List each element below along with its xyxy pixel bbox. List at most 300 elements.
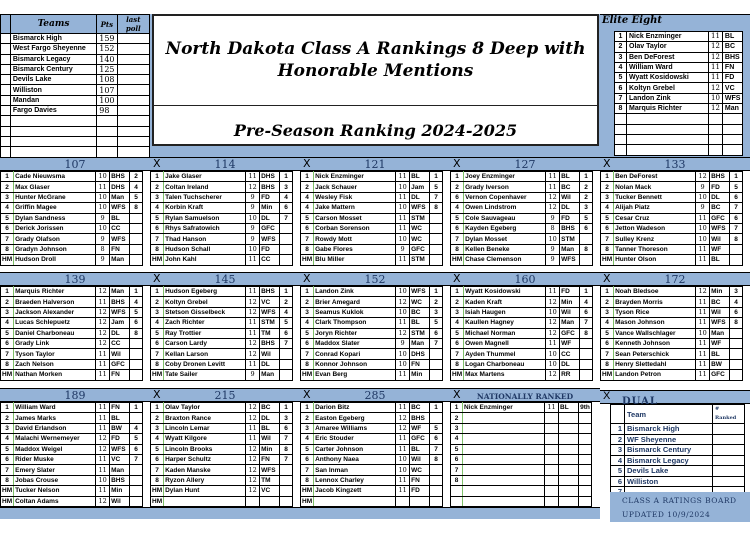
weight-label: 189 bbox=[64, 389, 86, 402]
wrestler-rank: 2 bbox=[451, 297, 464, 307]
wrestler-grade: 11 bbox=[396, 192, 410, 202]
rank-cell bbox=[1, 106, 11, 116]
wrestler-team: BHS bbox=[560, 223, 580, 233]
wrestler-team: Man bbox=[710, 328, 730, 338]
elite-grade: 12 bbox=[709, 42, 723, 52]
wrestler-team: DHS bbox=[410, 349, 430, 359]
previous-rank bbox=[280, 359, 293, 369]
dual-team: Bismarck Century bbox=[625, 445, 713, 456]
wrestler-team: DL bbox=[560, 359, 580, 369]
wrestler-rank: 3 bbox=[601, 307, 614, 317]
wrestler-name: Conrad Kopari bbox=[314, 349, 396, 359]
previous-rank: 2 bbox=[580, 192, 593, 202]
wrestler-team: FD bbox=[260, 192, 280, 202]
previous-rank bbox=[130, 244, 143, 254]
wrestler-grade: 10 bbox=[396, 454, 410, 464]
wrestler-name: Henry Slettedahl bbox=[614, 359, 696, 369]
wrestler-team: DL bbox=[710, 192, 730, 202]
wrestler-team: FD bbox=[560, 213, 580, 223]
wrestler-name: Marquis Richter bbox=[14, 287, 96, 297]
wrestler-grade: 12 bbox=[246, 182, 260, 192]
previous-rank: 6 bbox=[130, 318, 143, 328]
wrestler-team: BL bbox=[410, 172, 430, 182]
wrestler-row bbox=[301, 359, 443, 369]
wrestler-name: Thad Hanson bbox=[164, 234, 246, 244]
wrestler-team: Wil bbox=[410, 454, 430, 464]
wrestler-name: Ayden Thummel bbox=[464, 349, 546, 359]
wrestler-name: Dylan Sandness bbox=[14, 213, 96, 223]
wrestler-name: Seamus Kuklok bbox=[314, 307, 396, 317]
wrestler-team: GFC bbox=[560, 328, 580, 338]
wrestler-grade: 12 bbox=[546, 297, 560, 307]
wrestler-grade: 11 bbox=[696, 297, 710, 307]
wrestler-team bbox=[559, 475, 579, 485]
wrestler-row bbox=[1, 223, 143, 233]
wrestler-name: Jackson Alexander bbox=[14, 307, 96, 317]
wrestler-row bbox=[1, 234, 143, 244]
wrestler-name: Clark Thompson bbox=[314, 318, 396, 328]
wrestler-name: Joryn Richter bbox=[314, 328, 396, 338]
wrestler-grade: 12 bbox=[696, 287, 710, 297]
weight-header bbox=[0, 388, 150, 402]
wrestler-team: FN bbox=[110, 244, 130, 254]
wrestler-grade: 9 bbox=[396, 338, 410, 348]
wrestler-row bbox=[301, 223, 443, 233]
wrestler-row bbox=[151, 223, 293, 233]
wrestler-team: BW bbox=[110, 423, 130, 433]
wrestler-name bbox=[463, 444, 545, 454]
wrestler-row bbox=[151, 307, 293, 317]
wrestler-grade: 11 bbox=[96, 454, 110, 464]
wrestler-name: Rowdy Mott bbox=[314, 234, 396, 244]
previous-rank bbox=[130, 465, 143, 475]
wrestler-row bbox=[151, 444, 293, 454]
wrestler-rank: 2 bbox=[1, 413, 14, 423]
wrestler-rank: 7 bbox=[1, 349, 14, 359]
previous-rank: 8 bbox=[430, 203, 443, 213]
wrestler-row bbox=[451, 359, 593, 369]
wrestler-rank: 5 bbox=[301, 444, 314, 454]
dual-table bbox=[610, 404, 745, 498]
wrestler-team: FN bbox=[110, 370, 130, 380]
wrestler-rank: HM bbox=[302, 256, 313, 264]
wrestler-rank: 8 bbox=[1, 244, 14, 254]
previous-rank bbox=[280, 370, 293, 380]
wrestler-grade bbox=[545, 413, 559, 423]
weight-label: 215 bbox=[214, 389, 236, 402]
previous-rank: 6 bbox=[730, 192, 743, 202]
wrestler-rank: 7 bbox=[301, 465, 314, 475]
wrestler-name: Grady Olafson bbox=[14, 234, 96, 244]
wrestler-row bbox=[601, 172, 743, 182]
wrestler-row bbox=[151, 475, 293, 485]
previous-rank bbox=[579, 496, 592, 506]
wrestler-row bbox=[1, 434, 143, 444]
wrestler-row bbox=[301, 349, 443, 359]
wrestler-grade: 11 bbox=[696, 318, 710, 328]
wrestler-team: BHS bbox=[410, 413, 430, 423]
elite-rank: 2 bbox=[615, 42, 627, 52]
previous-rank: 6 bbox=[430, 434, 443, 444]
wrestler-row bbox=[301, 403, 443, 413]
previous-rank bbox=[580, 349, 593, 359]
wrestler-team bbox=[260, 496, 280, 506]
wrestler-team: BC bbox=[410, 307, 430, 317]
weight-label: 127 bbox=[514, 158, 536, 171]
wrestler-grade: 11 bbox=[96, 349, 110, 359]
weight-label: 133 bbox=[664, 158, 686, 171]
elite-row bbox=[615, 42, 743, 52]
section-footer bbox=[150, 507, 300, 519]
wrestler-row bbox=[301, 307, 443, 317]
x-marker-icon: X bbox=[453, 157, 461, 170]
previous-rank: 4 bbox=[580, 297, 593, 307]
previous-rank: 7 bbox=[280, 213, 293, 223]
previous-rank bbox=[430, 234, 443, 244]
wrestler-row bbox=[1, 172, 143, 182]
wrestler-grade: 10 bbox=[696, 192, 710, 202]
elite-rank: 4 bbox=[615, 62, 627, 72]
previous-rank: 1 bbox=[730, 172, 743, 182]
wrestler-name: Olav Taylor bbox=[164, 403, 246, 413]
wrestler-team: FN bbox=[110, 403, 130, 413]
wrestler-team: BHS bbox=[260, 182, 280, 192]
wrestler-name: Jetton Wadeson bbox=[614, 223, 696, 233]
wrestler-rank: HM bbox=[2, 256, 13, 264]
wrestler-name: Blu Miller bbox=[314, 255, 396, 265]
wrestler-row bbox=[1, 287, 143, 297]
wrestler-name: Max Martens bbox=[464, 370, 546, 380]
wrestler-rank: 5 bbox=[451, 444, 463, 454]
wrestler-rank: 1 bbox=[451, 403, 463, 413]
wrestler-team: GFC bbox=[260, 223, 280, 233]
weight-section-114 bbox=[150, 157, 300, 266]
previous-rank: 3 bbox=[430, 307, 443, 317]
wrestler-rank: 6 bbox=[451, 223, 464, 233]
previous-rank: 6 bbox=[430, 328, 443, 338]
wrestler-team bbox=[559, 434, 579, 444]
team-row bbox=[1, 64, 150, 74]
previous-rank: 6 bbox=[580, 223, 593, 233]
team-row bbox=[1, 34, 150, 44]
previous-rank bbox=[430, 486, 443, 496]
wrestler-name: Noah Bledsoe bbox=[614, 287, 696, 297]
wrestler-rank: HM bbox=[302, 497, 313, 505]
previous-rank bbox=[130, 338, 143, 348]
wrestler-team: WFS bbox=[110, 203, 130, 213]
wrestler-rank: 4 bbox=[301, 318, 314, 328]
wrestler-grade: 12 bbox=[246, 475, 260, 485]
weight-label: 160 bbox=[514, 273, 536, 286]
wrestler-row bbox=[301, 234, 443, 244]
wrestler-row bbox=[601, 223, 743, 233]
wrestler-rank: 2 bbox=[301, 413, 314, 423]
previous-rank: 7 bbox=[280, 434, 293, 444]
section-footer bbox=[300, 507, 450, 519]
team-points: 98 bbox=[97, 106, 117, 116]
wrestler-team: BL bbox=[410, 444, 430, 454]
weight-table bbox=[600, 171, 743, 266]
wrestler-name: Konnor Johnson bbox=[314, 359, 396, 369]
wrestler-row bbox=[451, 454, 592, 464]
previous-rank bbox=[730, 255, 743, 265]
previous-rank: 6 bbox=[580, 307, 593, 317]
dual-team: Devils Lake bbox=[625, 466, 713, 477]
previous-rank bbox=[579, 413, 592, 423]
elite-grade: 12 bbox=[709, 52, 723, 62]
rank-cell bbox=[1, 136, 11, 146]
wrestler-rank: 5 bbox=[151, 444, 164, 454]
rank-cell bbox=[1, 64, 11, 74]
wrestler-team: FD bbox=[560, 287, 580, 297]
wrestler-name: Daniel Charboneau bbox=[14, 328, 96, 338]
wrestler-team: BL bbox=[260, 423, 280, 433]
wrestler-rank: 1 bbox=[301, 403, 314, 413]
team-row bbox=[1, 75, 150, 85]
elite-row bbox=[615, 114, 743, 124]
wrestler-team: DL bbox=[410, 192, 430, 202]
previous-rank: 1 bbox=[580, 172, 593, 182]
wrestler-row bbox=[301, 255, 443, 265]
x-marker-icon: X bbox=[153, 272, 161, 285]
wrestler-row bbox=[451, 465, 592, 475]
elite-rank: 7 bbox=[615, 93, 627, 103]
wrestler-rank: 1 bbox=[1, 172, 14, 182]
wrestler-grade: 12 bbox=[396, 423, 410, 433]
wrestler-name: Hunter McGrane bbox=[14, 192, 96, 202]
wrestler-grade: 8 bbox=[96, 244, 110, 254]
wrestler-grade: 9 bbox=[96, 213, 110, 223]
wrestler-rank: 3 bbox=[451, 423, 463, 433]
wrestler-row bbox=[601, 359, 743, 369]
wrestler-grade: 11 bbox=[696, 370, 710, 380]
wrestler-name: Eric Stouder bbox=[314, 434, 396, 444]
wrestler-row bbox=[151, 297, 293, 307]
wrestler-team: Man bbox=[410, 338, 430, 348]
wrestler-name: Tate Sailer bbox=[164, 370, 246, 380]
wrestler-rank: HM bbox=[152, 497, 163, 505]
wrestler-rank: 1 bbox=[451, 287, 464, 297]
elite-eight-table bbox=[614, 31, 743, 156]
wrestler-rank: 4 bbox=[301, 192, 314, 202]
wrestler-rank: HM bbox=[152, 487, 163, 495]
elite-team bbox=[722, 124, 743, 134]
wrestler-team: Wil bbox=[710, 307, 730, 317]
wrestler-grade: 11 bbox=[396, 172, 410, 182]
wrestler-grade: 10 bbox=[396, 287, 410, 297]
wrestler-name: David Erlandson bbox=[14, 423, 96, 433]
previous-rank bbox=[730, 328, 743, 338]
wrestler-team: WC bbox=[410, 297, 430, 307]
wrestler-rank: 6 bbox=[1, 338, 14, 348]
wrestler-grade: 12 bbox=[246, 307, 260, 317]
dual-ranked-count bbox=[713, 466, 745, 477]
wrestler-team: WF bbox=[710, 338, 730, 348]
team-row bbox=[1, 106, 150, 116]
wrestler-name: Kaullen Hagney bbox=[464, 318, 546, 328]
previous-rank: 5 bbox=[730, 182, 743, 192]
wrestler-row bbox=[451, 349, 593, 359]
wrestler-rank: 1 bbox=[151, 172, 164, 182]
previous-rank: 4 bbox=[730, 297, 743, 307]
wrestler-team: Man bbox=[110, 192, 130, 202]
dual-team: Bismarck Legacy bbox=[625, 455, 713, 466]
wrestler-grade: 12 bbox=[96, 496, 110, 506]
previous-rank bbox=[130, 486, 143, 496]
wrestler-name: William Ward bbox=[14, 403, 96, 413]
previous-rank: 1 bbox=[130, 287, 143, 297]
dual-title: DUAL bbox=[622, 396, 658, 407]
wrestler-rank: 1 bbox=[1, 287, 14, 297]
wrestler-team: Min bbox=[110, 486, 130, 496]
wrestler-rank: 1 bbox=[301, 172, 314, 182]
wrestler-name: Cade Nieuwsma bbox=[14, 172, 96, 182]
wrestler-team: Min bbox=[260, 444, 280, 454]
previous-rank bbox=[430, 244, 443, 254]
last-poll-cell bbox=[117, 54, 149, 64]
wrestler-rank: 3 bbox=[151, 423, 164, 433]
elite-team bbox=[722, 145, 743, 155]
wrestler-name: Ray Trottier bbox=[164, 328, 246, 338]
team-row bbox=[1, 54, 150, 64]
team-name: Bismarck Century bbox=[10, 64, 96, 74]
wrestler-row bbox=[301, 454, 443, 464]
wrestler-rank bbox=[451, 496, 463, 506]
wrestler-row bbox=[301, 434, 443, 444]
wrestler-rank: 8 bbox=[151, 475, 164, 485]
wrestler-grade: 12 bbox=[96, 434, 110, 444]
wrestler-name: Max Glaser bbox=[14, 182, 96, 192]
elite-team: BC bbox=[722, 42, 743, 52]
wrestler-row bbox=[301, 287, 443, 297]
wrestler-team: CC bbox=[560, 349, 580, 359]
dual-team-header: Team bbox=[625, 405, 713, 424]
wrestler-grade: 10 bbox=[546, 234, 560, 244]
previous-rank: 8 bbox=[730, 234, 743, 244]
previous-rank: 1 bbox=[580, 287, 593, 297]
wrestler-grade: 12 bbox=[546, 318, 560, 328]
wrestler-grade: 11 bbox=[696, 255, 710, 265]
wrestler-name bbox=[463, 423, 545, 433]
wrestler-grade: 11 bbox=[696, 338, 710, 348]
weight-table bbox=[600, 286, 743, 381]
wrestler-rank: 8 bbox=[451, 359, 464, 369]
wrestler-rank: HM bbox=[152, 371, 163, 379]
wrestler-rank: HM bbox=[2, 497, 13, 505]
wrestler-team: WC bbox=[410, 465, 430, 475]
wrestler-name: Malachi Wernemeyer bbox=[14, 434, 96, 444]
wrestler-team: STM bbox=[260, 318, 280, 328]
previous-rank: 5 bbox=[130, 307, 143, 317]
wrestler-team: DHS bbox=[110, 182, 130, 192]
wrestler-team: CC bbox=[110, 338, 130, 348]
wrestler-grade: 9 bbox=[246, 234, 260, 244]
dual-ranked-count bbox=[713, 434, 745, 445]
pts-header: Pts bbox=[97, 15, 117, 34]
wrestler-name bbox=[463, 496, 545, 506]
wrestler-team: BL bbox=[560, 172, 580, 182]
wrestler-team: WFS bbox=[260, 234, 280, 244]
weight-header bbox=[300, 157, 450, 171]
team-row bbox=[1, 85, 150, 95]
wrestler-name: Zach Nelson bbox=[14, 359, 96, 369]
wrestler-team: WF bbox=[710, 244, 730, 254]
wrestler-rank: 8 bbox=[1, 475, 14, 485]
wrestler-grade bbox=[545, 465, 559, 475]
team-name bbox=[10, 126, 96, 136]
wrestler-team: Man bbox=[110, 287, 130, 297]
wrestler-row bbox=[451, 486, 592, 496]
wrestler-grade: 10 bbox=[396, 349, 410, 359]
previous-rank: 5 bbox=[580, 213, 593, 223]
previous-rank: 7 bbox=[430, 192, 443, 202]
wrestler-team: VC bbox=[110, 454, 130, 464]
wrestler-row bbox=[151, 496, 293, 506]
wrestler-rank: 2 bbox=[601, 297, 614, 307]
wrestler-grade: 11 bbox=[96, 182, 110, 192]
team-name bbox=[10, 116, 96, 126]
previous-rank: 5 bbox=[430, 423, 443, 433]
elite-rank: 1 bbox=[615, 32, 627, 42]
wrestler-grade: 12 bbox=[246, 465, 260, 475]
wrestler-team: CC bbox=[110, 223, 130, 233]
previous-rank: 9th bbox=[580, 404, 590, 412]
weight-section-189 bbox=[0, 388, 150, 519]
dual-rank: 4 bbox=[611, 455, 625, 466]
wrestler-rank: 8 bbox=[451, 244, 464, 254]
rank-cell bbox=[1, 75, 11, 85]
elite-rank bbox=[615, 124, 627, 134]
wrestler-row bbox=[301, 172, 443, 182]
wrestler-row bbox=[151, 454, 293, 464]
wrestler-name: Hudson Droll bbox=[14, 255, 96, 265]
wrestler-name: Logan Charboneau bbox=[464, 359, 546, 369]
team-points: 100 bbox=[97, 95, 117, 105]
wrestler-row bbox=[601, 297, 743, 307]
wrestler-team: CC bbox=[260, 255, 280, 265]
wrestler-rank: 1 bbox=[151, 287, 164, 297]
page-title: North Dakota Class A Rankings 8 Deep with Honorable Mentions bbox=[165, 39, 586, 81]
section-footer bbox=[0, 507, 150, 519]
weight-section-285 bbox=[300, 388, 450, 519]
previous-rank: 3 bbox=[730, 287, 743, 297]
wrestler-team: BL bbox=[410, 318, 430, 328]
team-name: Devils Lake bbox=[10, 75, 96, 85]
wrestler-rank: 3 bbox=[301, 307, 314, 317]
wrestler-name: Nathan Morken bbox=[14, 370, 96, 380]
wrestler-grade: 10 bbox=[396, 359, 410, 369]
previous-rank bbox=[130, 234, 143, 244]
wrestler-grade: 10 bbox=[396, 465, 410, 475]
wrestler-name bbox=[314, 496, 396, 506]
previous-rank bbox=[430, 359, 443, 369]
wrestler-rank: 6 bbox=[151, 454, 164, 464]
wrestler-name: Kaden Manske bbox=[164, 465, 246, 475]
previous-rank bbox=[130, 413, 143, 423]
wrestler-rank: 2 bbox=[601, 182, 614, 192]
previous-rank: 2 bbox=[130, 172, 143, 182]
wrestler-grade: 12 bbox=[546, 370, 560, 380]
previous-rank: 4 bbox=[280, 307, 293, 317]
wrestler-grade: 11 bbox=[396, 213, 410, 223]
wrestler-grade: 10 bbox=[96, 223, 110, 233]
wrestler-name: Rider Muske bbox=[14, 454, 96, 464]
rank-cell bbox=[1, 116, 11, 126]
wrestler-row bbox=[451, 370, 593, 380]
wrestler-rank: 1 bbox=[151, 403, 164, 413]
wrestler-row bbox=[301, 244, 443, 254]
wrestler-row bbox=[1, 413, 143, 423]
